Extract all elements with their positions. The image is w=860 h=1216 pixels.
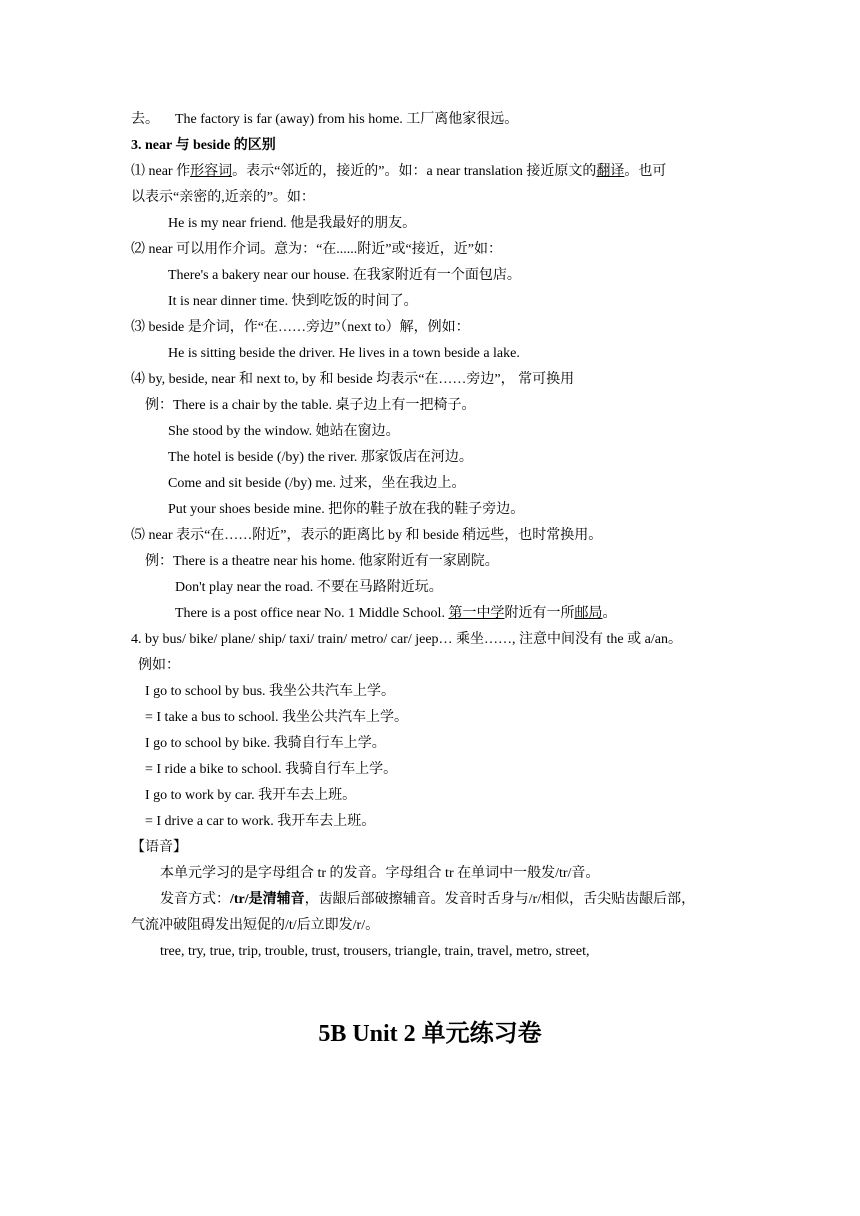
example [175,605,616,623]
example: It is near dinner time. 快到吃饭的时间了。 [168,294,418,309]
text: 发音方式： [160,892,230,907]
underlined-term: 邮局 [574,606,603,621]
example: The hotel is beside (/by) the river. 那家饭店在河边。 [168,450,473,465]
text: 以表示“亲密的,近亲的”。如： [131,190,315,205]
text: 本单元学习的是字母组合 tr 的发音。字母组合 tr 在单词中一般发/tr/音。 [160,866,600,881]
text: 气流冲破阻碍发出短促的/t/后立即发/r/。 [131,918,380,933]
example: = I ride a bike to school. 我骑自行车上学。 [145,762,398,777]
section-4: 4. by bus/ bike/ plane/ ship/ taxi/ train/ metro/ car/ jeep… 乘坐……, 注意中间没有 the 或 a/an。 [131,632,682,647]
paragraph-2: ⑵ near 可以用作介词。意为：“在......附近”或“接近，近”如： [131,242,502,257]
text: 例如： [138,658,180,673]
phonics-heading: 【语音】 [131,840,187,855]
text: 去。 [131,112,159,127]
example: 例：There is a chair by the table. 桌子边上有一把椅子。 [145,398,476,413]
example: 例：There is a theatre near his home. 他家附近有一家剧院。 [145,554,499,569]
text: 附近有一所 [504,606,575,621]
bold-term: /tr/是清辅音 [230,892,305,907]
example: There's a bakery near our house. 在我家附近有一个面包店。 [168,268,521,283]
text: 。表示“邻近的，接近的”。如：a near translation 接近原文的 [232,164,597,179]
section-heading: 3. near 与 beside 的区别 [131,138,276,153]
paragraph-5: ⑸ near 表示“在……附近”，表示的距离比 by 和 beside 稍远些，也时常换用。 [131,528,603,543]
text: ⑴ near 作 [131,164,191,179]
text: 。 [602,606,617,621]
example: Come and sit beside (/by) me. 过来，坐在我边上。 [168,476,466,491]
example: He is sitting beside the driver. He lives in a town beside a lake. [168,346,520,361]
text: The factory is far (away) from his home. 工厂离他家很远。 [175,112,519,127]
text [160,891,695,909]
example: I go to school by bike. 我骑自行车上学。 [145,736,386,751]
text: 。也可 [624,164,667,179]
underlined-term: 翻译 [596,164,625,179]
example: = I take a bus to school. 我坐公共汽车上学。 [145,710,408,725]
example: Put your shoes beside mine. 把你的鞋子放在我的鞋子旁边。 [168,502,525,517]
text: ，齿龈后部破擦辅音。发音时舌身与/r/相似，舌尖贴齿龈后部， [304,892,696,907]
text: There is a post office near No. 1 Middle School. [175,606,449,621]
paragraph-3: ⑶ beside 是介词，作“在……旁边”（next to）解，例如： [131,320,470,335]
paragraph-1 [131,163,666,181]
underlined-term: 形容词 [190,164,233,179]
example: = I drive a car to work. 我开车去上班。 [145,814,376,829]
example: Don't play near the road. 不要在马路附近玩。 [175,580,443,595]
example: I go to work by car. 我开车去上班。 [145,788,357,803]
page-title: 5B Unit 2 单元练习卷 [318,1021,542,1047]
example: I go to school by bus. 我坐公共汽车上学。 [145,684,396,699]
example: She stood by the window. 她站在窗边。 [168,424,400,439]
underlined-term: 第一中学 [448,606,505,621]
example: He is my near friend. 他是我最好的朋友。 [168,216,417,231]
paragraph-4: ⑷ by, beside, near 和 next to, by 和 beside 均表示“在……旁边”， 常可换用 [131,372,575,387]
word-list: tree, try, true, trip, trouble, trust, trousers, triangle, train, travel, metro, street, [160,944,590,959]
